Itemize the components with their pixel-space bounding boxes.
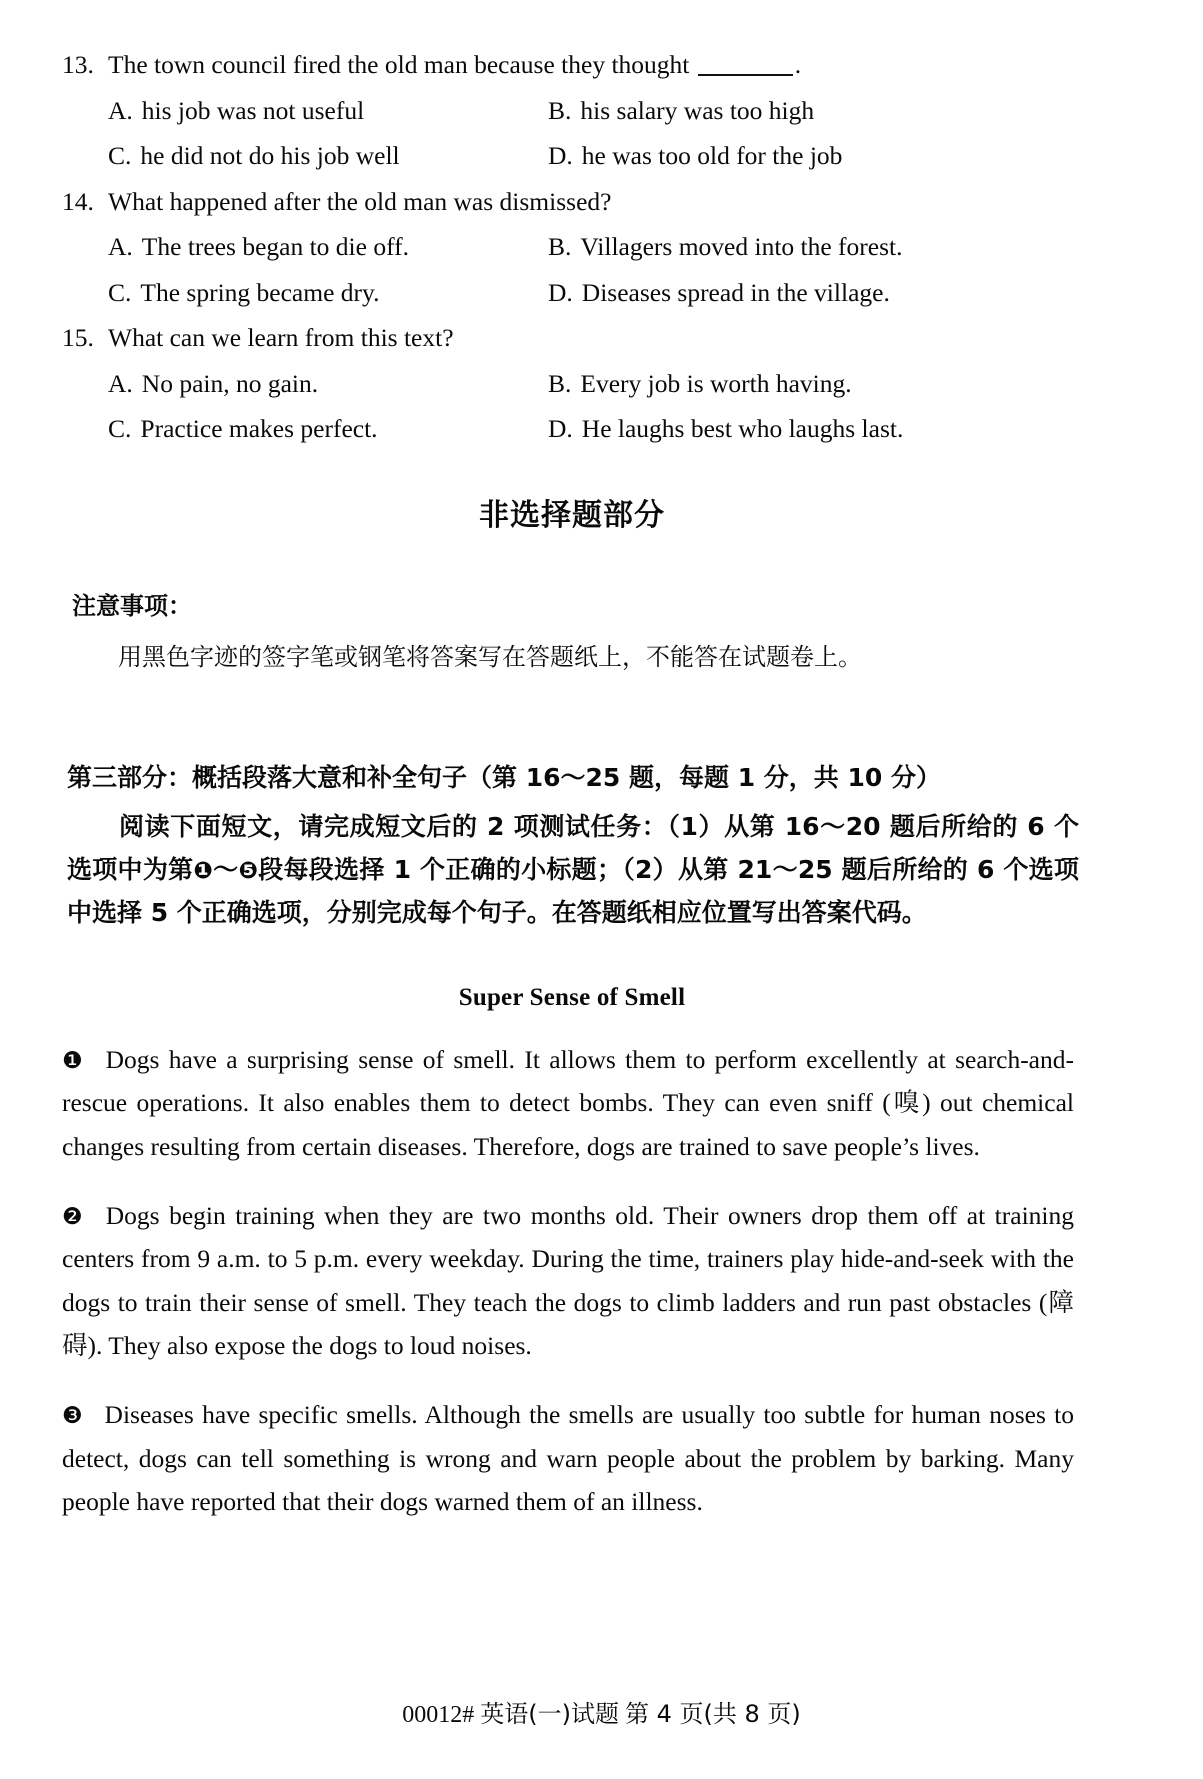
option-letter: A. [108,95,133,125]
option-label: Practice makes perfect. [140,414,378,443]
option-15-c[interactable] [108,416,548,442]
option-14-a[interactable] [108,234,548,260]
option-label: he did not do his job well [140,141,400,170]
range-tilde: ～ [213,854,239,884]
question-stem-text: The town council fired the old man because they thought [108,50,690,79]
option-letter: D. [548,414,573,443]
question-block-13 [62,52,1082,169]
option-letter: B. [548,368,572,398]
question-stem-15 [62,325,1082,351]
option-letter: B. [548,232,572,261]
answer-blank [698,74,793,76]
circled-numeral-five: ❺ [238,857,259,884]
article-paragraph-3 [62,1393,1074,1523]
question-block-15 [62,325,1082,442]
article-paragraph-2 [62,1194,1074,1367]
paragraph-text-1: Dogs have a surprising sense of smell. It allows them to perform excellently at search-and-rescue operations. It also enables them to detect bombs. They can even sniff (嗅) out chemical changes resulting from certain diseases. Therefore, dogs are trained to save people’s lives. [62,1045,1074,1161]
option-letter: D. [548,277,573,307]
question-text-13 [108,52,1082,78]
option-13-c[interactable] [108,143,548,169]
option-letter: B. [548,95,572,125]
option-letter: D. [548,141,573,170]
paragraph-text-3: Diseases have specific smells. Although the smells are usually too subtle for human noses to detect, dogs can tell something is wrong and warn people about the problem by barking. Many people have reported that their dogs warned them of an illness. [62,1400,1074,1517]
option-13-a[interactable] [108,95,548,125]
option-row-14-cd [62,277,1082,307]
paragraph-marker-3: ❸ [62,1403,85,1430]
option-label: Diseases spread in the village. [581,277,890,307]
footer-paper-code: 00012# [402,1702,475,1728]
page-footer [0,1694,1203,1729]
circled-numeral-one: ❶ [193,857,214,884]
question-text-14: What happened after the old man was dismissed? [108,186,612,216]
option-15-a[interactable] [108,368,548,398]
option-label: his job was not useful [141,95,365,125]
option-row-15-ab [62,368,1082,398]
question-text-15: What can we learn from this text? [108,323,454,352]
instructions-segment-1: 阅读下面短文，请完成短文后的 2 项测试任务：（1）从第 16～20 题后所给的 6 个选项中为第 [67,811,1079,884]
option-label: He laughs best who laughs last. [581,414,904,443]
option-letter: C. [108,141,132,170]
question-block-14 [62,186,1082,307]
question-number-13: 13. [62,50,94,79]
option-13-b[interactable] [548,95,1082,125]
footer-page-number: 第 4 页(共 8 页) [624,1700,801,1728]
question-number-15: 15. [62,323,94,352]
article-title: Super Sense of Smell [458,984,686,1012]
part-three-heading: 第三部分：概括段落大意和补全句子（第 16～25 题，每题 1 分，共 10 分） [67,762,941,792]
option-row-15-cd [62,416,1082,442]
page-content [62,52,1082,1523]
notice-title: 注意事项： [72,591,192,620]
option-13-d[interactable] [548,143,1082,169]
option-letter: C. [108,414,132,443]
paragraph-text-2: Dogs begin training when they are two months old. Their owners drop them off at training centers from 9 a.m. to 5 p.m. every weekday. During the time, trainers play hide-and-seek with the dogs to train their sense of smell. They teach the dogs to climb ladders and run past obstacles (障碍). They also expose the dogs to loud noises. [62,1201,1074,1361]
option-label: Villagers moved into the forest. [580,232,903,261]
option-letter: A. [108,232,133,261]
paragraph-marker-2: ❷ [62,1204,86,1231]
option-row-13-cd [62,143,1082,169]
section-heading-non-multiple-choice: 非选择题部分 [479,497,665,533]
question-number-14: 14. [62,186,94,216]
question-stem-tail: . [794,50,802,79]
question-stem-14 [62,186,1082,216]
option-row-13-ab [62,95,1082,125]
paragraph-marker-1: ❶ [62,1048,86,1075]
footer-subject: 英语(一)试题 [480,1700,619,1728]
option-label: The spring became dry. [140,277,380,307]
option-label: his salary was too high [580,95,815,125]
instructions-segment-2: 段每段选择 1 个正确的小标题；（2）从第 21～25 题后所给的 6 个选项中选择 5 个正确选项，分别完成每个句子。在答题纸相应位置写出答案代码。 [67,854,1079,928]
option-label: The trees began to die off. [141,232,409,261]
option-letter: A. [108,368,133,398]
option-letter: C. [108,277,132,307]
notice-body: 用黑色字迹的签字笔或钢笔将答案写在答题纸上，不能答在试题卷上。 [118,642,862,671]
option-14-d[interactable] [548,277,1082,307]
part-three-instructions [67,805,1079,935]
option-15-d[interactable] [548,416,1082,442]
question-stem-13 [62,52,1082,78]
option-label: Every job is worth having. [580,368,852,398]
option-14-b[interactable] [548,234,1082,260]
option-14-c[interactable] [108,277,548,307]
option-label: he was too old for the job [581,141,843,170]
option-label: No pain, no gain. [141,368,319,398]
article-paragraph-1 [62,1038,1074,1168]
option-15-b[interactable] [548,368,1082,398]
option-row-14-ab [62,234,1082,260]
